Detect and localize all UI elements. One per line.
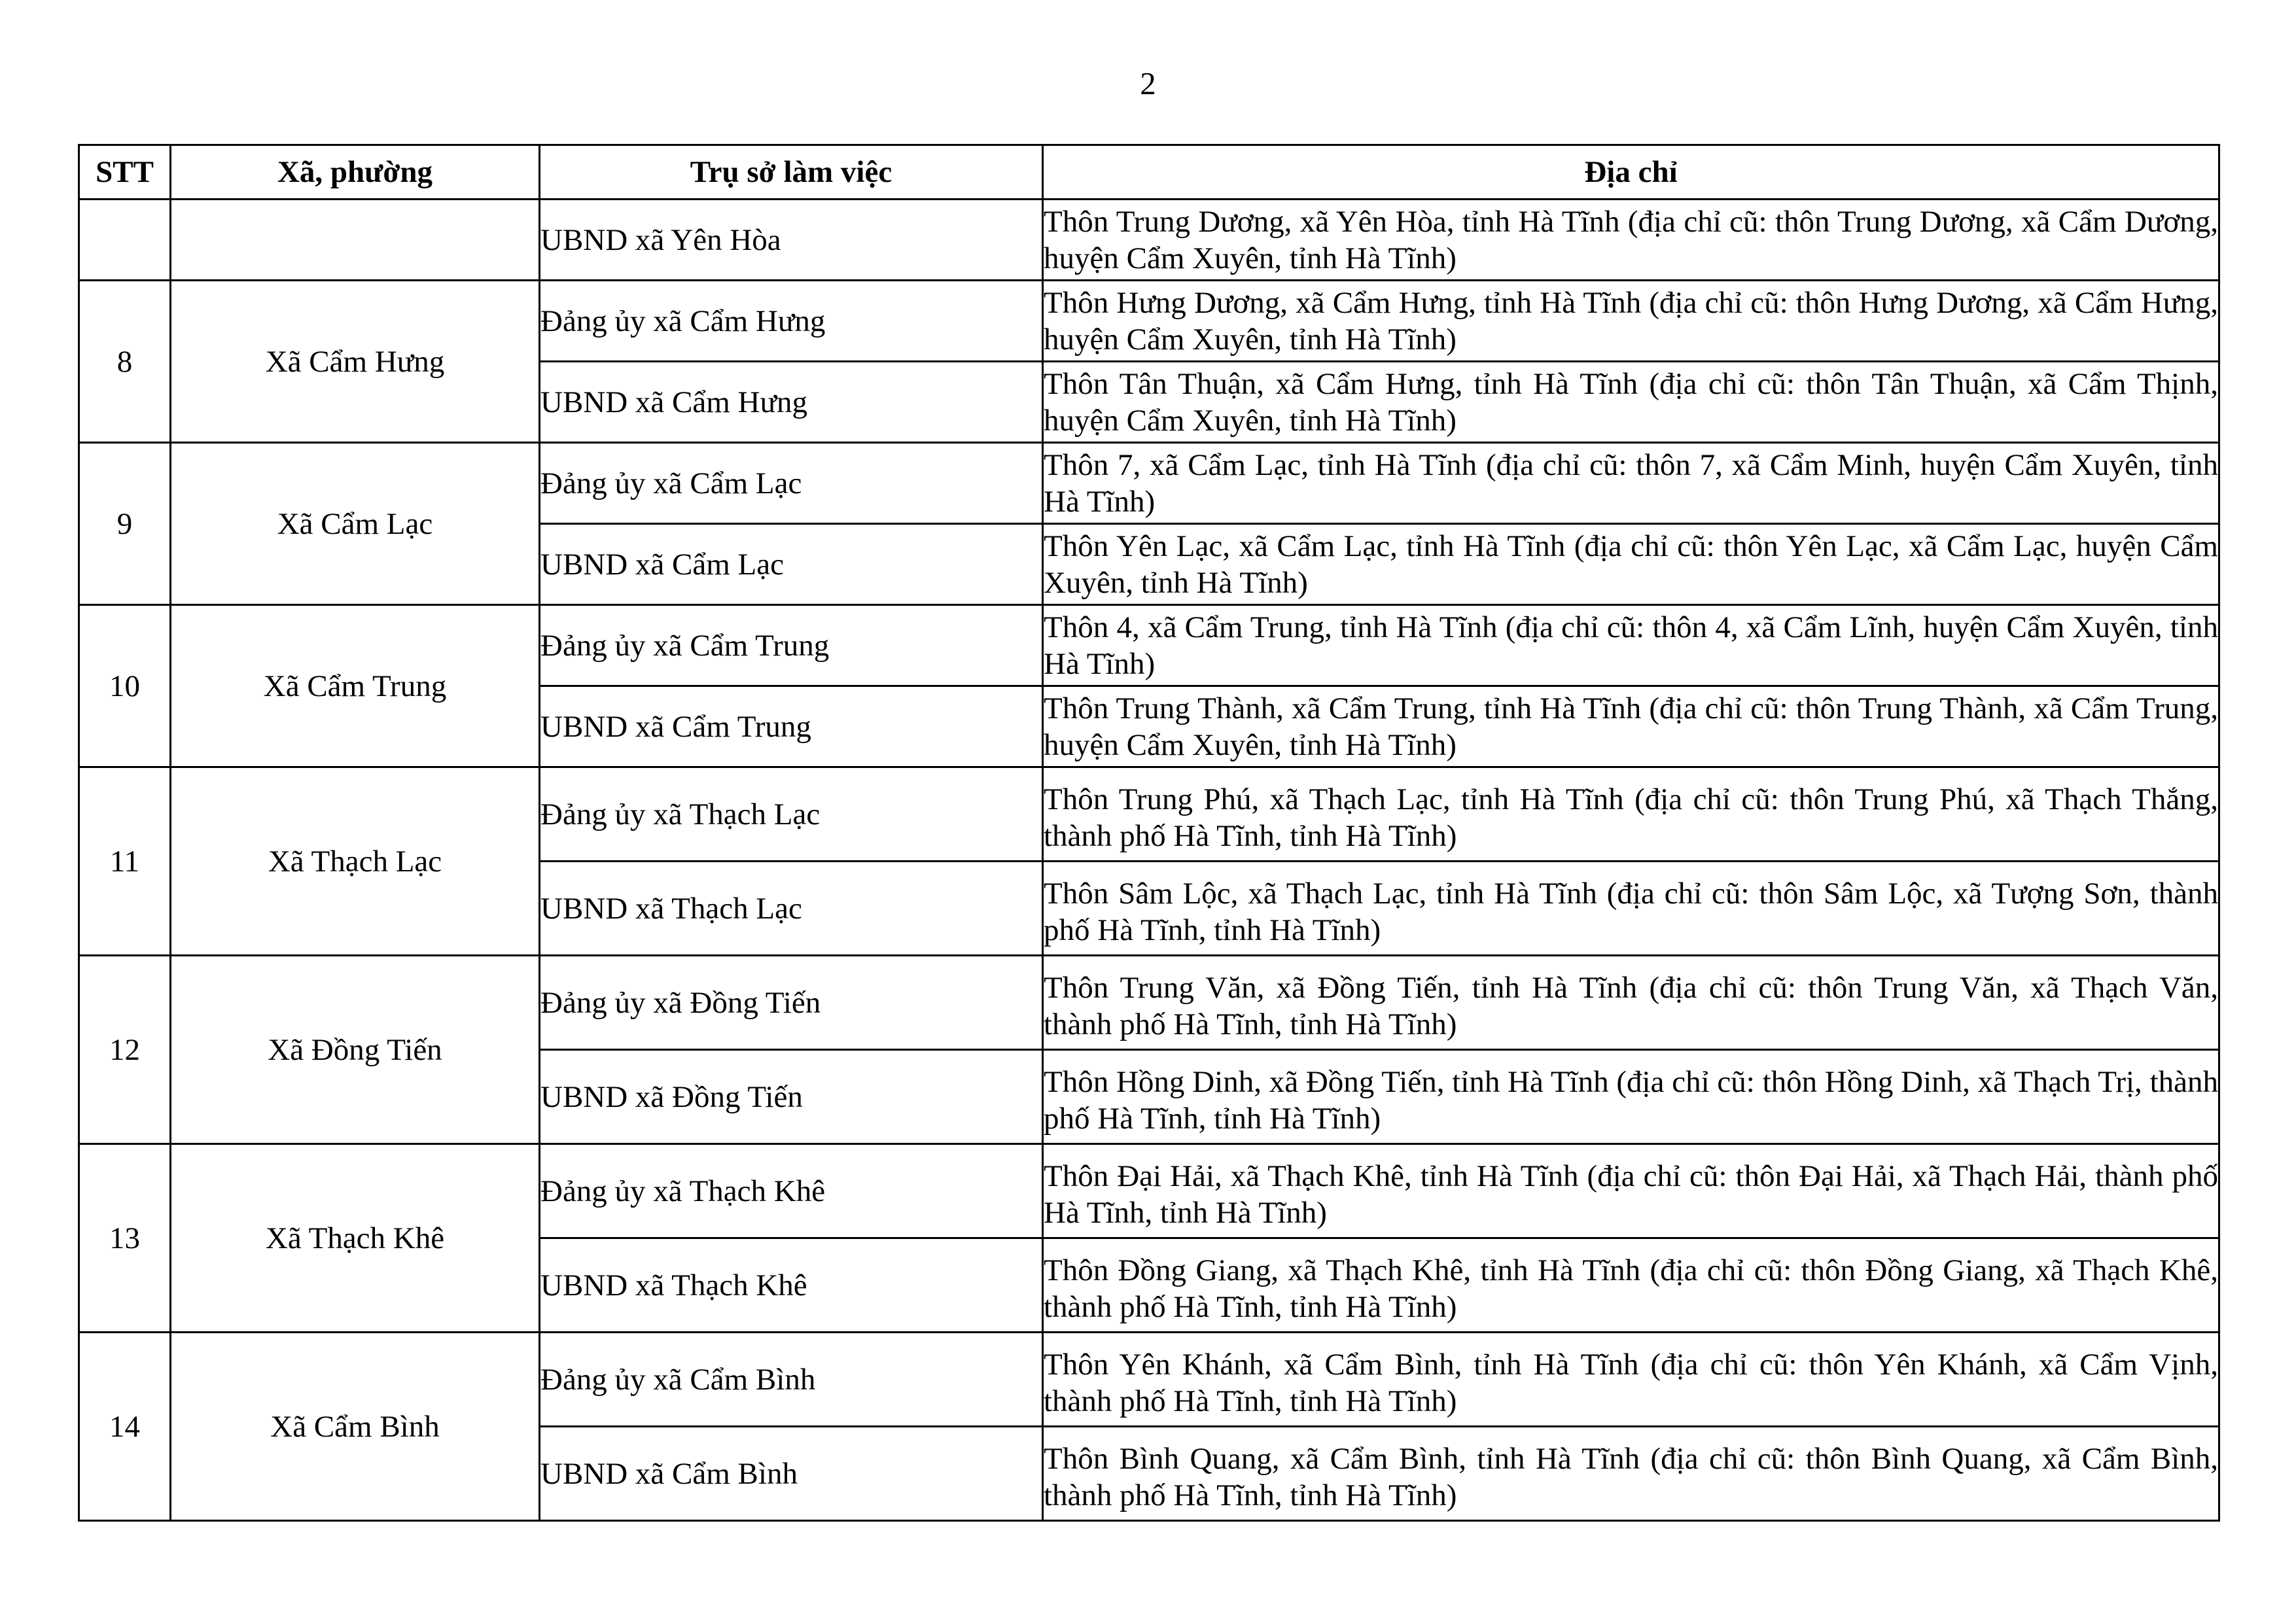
- stt-cell: 14: [79, 1333, 171, 1521]
- office-cell: UBND xã Đồng Tiến: [540, 1050, 1043, 1144]
- office-cell: Đảng ủy xã Đồng Tiến: [540, 956, 1043, 1050]
- stt-cell: 12: [79, 956, 171, 1144]
- office-cell: Đảng ủy xã Thạch Khê: [540, 1144, 1043, 1238]
- office-cell: UBND xã Yên Hòa: [540, 200, 1043, 281]
- commune-cell: Xã Thạch Lạc: [171, 767, 540, 956]
- table-row: [79, 1333, 2219, 1427]
- header-address: Địa chỉ: [1043, 145, 2219, 200]
- stt-cell: 8: [79, 281, 171, 443]
- address-cell: Thôn Trung Dương, xã Yên Hòa, tỉnh Hà Tĩnh (địa chỉ cũ: thôn Trung Dương, xã Cẩm Dương, huyện Cẩm Xuyên, tỉnh Hà Tĩnh): [1043, 200, 2219, 281]
- table-row: [79, 281, 2219, 362]
- header-commune: Xã, phường: [171, 145, 540, 200]
- address-cell: Thôn 4, xã Cẩm Trung, tỉnh Hà Tĩnh (địa chỉ cũ: thôn 4, xã Cẩm Lĩnh, huyện Cẩm Xuyên, tỉnh Hà Tĩnh): [1043, 605, 2219, 686]
- office-cell: UBND xã Cẩm Hưng: [540, 362, 1043, 443]
- header-stt: STT: [79, 145, 171, 200]
- stt-cell: 9: [79, 443, 171, 605]
- commune-cell: Xã Thạch Khê: [171, 1144, 540, 1333]
- office-cell: UBND xã Thạch Lạc: [540, 862, 1043, 956]
- table-row: [79, 605, 2219, 686]
- commune-cell: Xã Cẩm Bình: [171, 1333, 540, 1521]
- office-address-table: [78, 144, 2220, 1522]
- office-cell: UBND xã Cẩm Trung: [540, 686, 1043, 767]
- commune-cell: Xã Cẩm Trung: [171, 605, 540, 767]
- office-cell: Đảng ủy xã Cẩm Bình: [540, 1333, 1043, 1427]
- commune-cell: Xã Đồng Tiến: [171, 956, 540, 1144]
- address-cell: Thôn Trung Thành, xã Cẩm Trung, tỉnh Hà Tĩnh (địa chỉ cũ: thôn Trung Thành, xã Cẩm Trung, huyện Cẩm Xuyên, tỉnh Hà Tĩnh): [1043, 686, 2219, 767]
- stt-cell: 10: [79, 605, 171, 767]
- table-row: [79, 956, 2219, 1050]
- address-cell: Thôn 7, xã Cẩm Lạc, tỉnh Hà Tĩnh (địa chỉ cũ: thôn 7, xã Cẩm Minh, huyện Cẩm Xuyên, tỉnh Hà Tĩnh): [1043, 443, 2219, 524]
- address-cell: Thôn Yên Khánh, xã Cẩm Bình, tỉnh Hà Tĩnh (địa chỉ cũ: thôn Yên Khánh, xã Cẩm Vịnh, thành phố Hà Tĩnh, tỉnh Hà Tĩnh): [1043, 1333, 2219, 1427]
- address-cell: Thôn Bình Quang, xã Cẩm Bình, tỉnh Hà Tĩnh (địa chỉ cũ: thôn Bình Quang, xã Cẩm Bình, thành phố Hà Tĩnh, tỉnh Hà Tĩnh): [1043, 1427, 2219, 1521]
- stt-cell: 13: [79, 1144, 171, 1333]
- table-row: [79, 443, 2219, 524]
- address-cell: Thôn Trung Phú, xã Thạch Lạc, tỉnh Hà Tĩnh (địa chỉ cũ: thôn Trung Phú, xã Thạch Thắng, thành phố Hà Tĩnh, tỉnh Hà Tĩnh): [1043, 767, 2219, 862]
- office-cell: Đảng ủy xã Cẩm Trung: [540, 605, 1043, 686]
- commune-cell: Xã Cẩm Hưng: [171, 281, 540, 443]
- header-row: [79, 145, 2219, 200]
- address-cell: Thôn Yên Lạc, xã Cẩm Lạc, tỉnh Hà Tĩnh (địa chỉ cũ: thôn Yên Lạc, xã Cẩm Lạc, huyện Cẩm Xuyên, tỉnh Hà Tĩnh): [1043, 524, 2219, 605]
- address-cell: Thôn Đồng Giang, xã Thạch Khê, tỉnh Hà Tĩnh (địa chỉ cũ: thôn Đồng Giang, xã Thạch Khê, thành phố Hà Tĩnh, tỉnh Hà Tĩnh): [1043, 1238, 2219, 1333]
- commune-cell: [171, 200, 540, 281]
- stt-cell: [79, 200, 171, 281]
- address-cell: Thôn Đại Hải, xã Thạch Khê, tỉnh Hà Tĩnh (địa chỉ cũ: thôn Đại Hải, xã Thạch Hải, thành phố Hà Tĩnh, tỉnh Hà Tĩnh): [1043, 1144, 2219, 1238]
- table-row: [79, 1144, 2219, 1238]
- office-cell: UBND xã Cẩm Bình: [540, 1427, 1043, 1521]
- office-cell: Đảng ủy xã Cẩm Lạc: [540, 443, 1043, 524]
- address-cell: Thôn Hưng Dương, xã Cẩm Hưng, tỉnh Hà Tĩnh (địa chỉ cũ: thôn Hưng Dương, xã Cẩm Hưng, huyện Cẩm Xuyên, tỉnh Hà Tĩnh): [1043, 281, 2219, 362]
- office-cell: UBND xã Thạch Khê: [540, 1238, 1043, 1333]
- address-cell: Thôn Sâm Lộc, xã Thạch Lạc, tỉnh Hà Tĩnh (địa chỉ cũ: thôn Sâm Lộc, xã Tượng Sơn, thành phố Hà Tĩnh, tỉnh Hà Tĩnh): [1043, 862, 2219, 956]
- address-cell: Thôn Hồng Dinh, xã Đồng Tiến, tỉnh Hà Tĩnh (địa chỉ cũ: thôn Hồng Dinh, xã Thạch Trị, thành phố Hà Tĩnh, tỉnh Hà Tĩnh): [1043, 1050, 2219, 1144]
- stt-cell: 11: [79, 767, 171, 956]
- address-cell: Thôn Tân Thuận, xã Cẩm Hưng, tỉnh Hà Tĩnh (địa chỉ cũ: thôn Tân Thuận, xã Cẩm Thịnh, huyện Cẩm Xuyên, tỉnh Hà Tĩnh): [1043, 362, 2219, 443]
- office-cell: UBND xã Cẩm Lạc: [540, 524, 1043, 605]
- commune-cell: Xã Cẩm Lạc: [171, 443, 540, 605]
- office-cell: Đảng ủy xã Cẩm Hưng: [540, 281, 1043, 362]
- header-office: Trụ sở làm việc: [540, 145, 1043, 200]
- page-number: 2: [1140, 65, 1156, 101]
- address-cell: Thôn Trung Văn, xã Đồng Tiến, tỉnh Hà Tĩnh (địa chỉ cũ: thôn Trung Văn, xã Thạch Văn, thành phố Hà Tĩnh, tỉnh Hà Tĩnh): [1043, 956, 2219, 1050]
- office-cell: Đảng ủy xã Thạch Lạc: [540, 767, 1043, 862]
- table-row: [79, 767, 2219, 862]
- table-row: [79, 200, 2219, 281]
